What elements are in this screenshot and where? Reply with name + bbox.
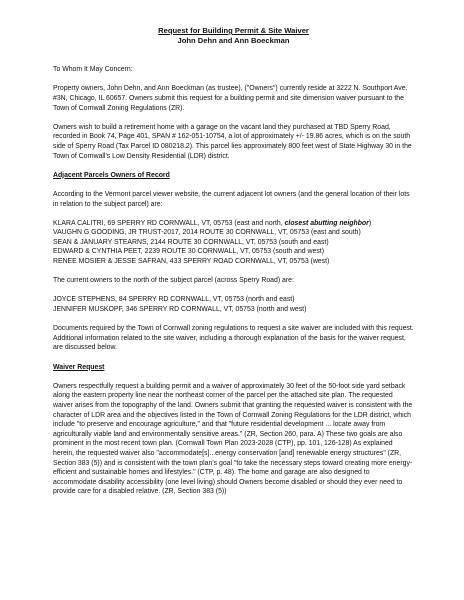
heading-adjacent-parcels: Adjacent Parcels Owners of Record	[53, 171, 170, 179]
list-item: RENEE MOSIER & JESSE SAFRAN, 433 SPERRY ROAD CORNWALL, VT, 05753 (west)	[53, 258, 330, 266]
paragraph-parcel-viewer: According to the Vermont parcel viewer website, the current adjacent lot owners (and the general location of their lots in relation to the subject parcel) are:	[53, 190, 410, 208]
salutation: To Whom It May Concern:	[53, 66, 133, 74]
paragraph-waiver: Owners respectfully request a building permit and a waiver of approximately 30 feet of the 50-foot side yard setback along the eastern property line near the northeast corner of the parcel per the attached site plan. The requested waiver arises from the topography of the land. Owners submit that granting the requested waiver is consistent with the character of LDR area and the objectives listed in the Town of Cornwall Zoning Regulations for the LDR district, which include "to preserve and encourage agriculture," and that "future residential development ... locate away from agriculturally viable land and environmentally sensitive areas." (ZR, Section 260, para. A) These two goals are also prominent in the most recent town plan. (Cornwall Town Plan 2023-2028 (CTP), pp. 101, 126-128) As explained herein, the requested waiver also "accommodate[s]...energy conservation [and] renewable energy structures" (ZR, Section 383 (5)) and is consistent with the town plan's goal "to take the necessary steps toward creating more energy-efficient and sustainable homes and lifestyles." (CTP, p. 48). The home and garage are also designed to accommodate disability accessibility (one level living) should Owners become disabled or should they ever need to provide care for a disabled relative. (ZR, Section 383 (5))	[53, 382, 413, 496]
title-line-1: Request for Building Permit & Site Waiver	[158, 26, 309, 35]
adjacent-owners-list	[53, 219, 414, 267]
list-item: VAUGHN G GOODING, JR TRUST-2017, 2014 ROUTE 30 CORNWALL, VT, 05753 (east and south)	[53, 229, 361, 237]
heading-waiver-request: Waiver Request	[53, 363, 105, 371]
list-item: JOYCE STEPHENS, 84 SPERRY RD CORNWALL, VT, 05753 (north and east)	[53, 296, 295, 304]
paragraph-property: Owners wish to build a retirement home with a garage on the vacant land they purchased at TBD Sperry Road, recorded in Book 74, Page 401, SPAN # 162-051-10754, a lot of approximately +/- 19.86 acres, which is on the south side of Sperry Road (Tax Parcel ID 080218.2). This parcel lies approximately 800 feet west of State Highway 30 in the Town of Cornwall's Low Density Residential (LDR) district.	[53, 123, 412, 160]
list-item: JENNIFER MUSKOPF, 346 SPERRY RD CORNWALL, VT, 05753 (north and west)	[53, 306, 307, 314]
list-item: SEAN & JANUARY STEARNS, 2144 ROUTE 30 CORNWALL, VT, 05753 (south and east)	[53, 238, 329, 246]
paragraph-north-owners: The current owners to the north of the subject parcel (across Sperry Road) are:	[53, 277, 294, 285]
list-item: KLARA CALITRI, 69 SPERRY RD CORNWALL, VT, 05753 (east and north, closest abutting neighbor)	[53, 219, 372, 227]
document-title	[53, 26, 414, 46]
paragraph-owners-intro: Property owners, John Dehn, and Ann Boeckman (as trustee), ("Owners") currently reside at 3222 N. Southport Ave. #3N, Chicago, IL 60657. Owners submit this request for a building permit and site dimension waiver pursuant to the Town of Cornwall Zoning Regulations (ZR).	[53, 85, 408, 112]
emphasis-closest-neighbor: closest abutting neighbor	[284, 219, 369, 227]
title-line-2: John Dehn and Ann Boeckman	[177, 36, 290, 45]
list-item: EDWARD & CYNTHIA PEET, 2239 ROUTE 30 CORNWALL, VT, 05753 (south and west)	[53, 248, 324, 256]
paragraph-documents: Documents required by the Town of Cornwall zoning regulations to request a site waiver are included with this request. Additional information related to the site waiver, including a thorough explanation of the basis for the waiver request, are discussed below.	[53, 325, 414, 352]
north-owners-list	[53, 295, 414, 314]
